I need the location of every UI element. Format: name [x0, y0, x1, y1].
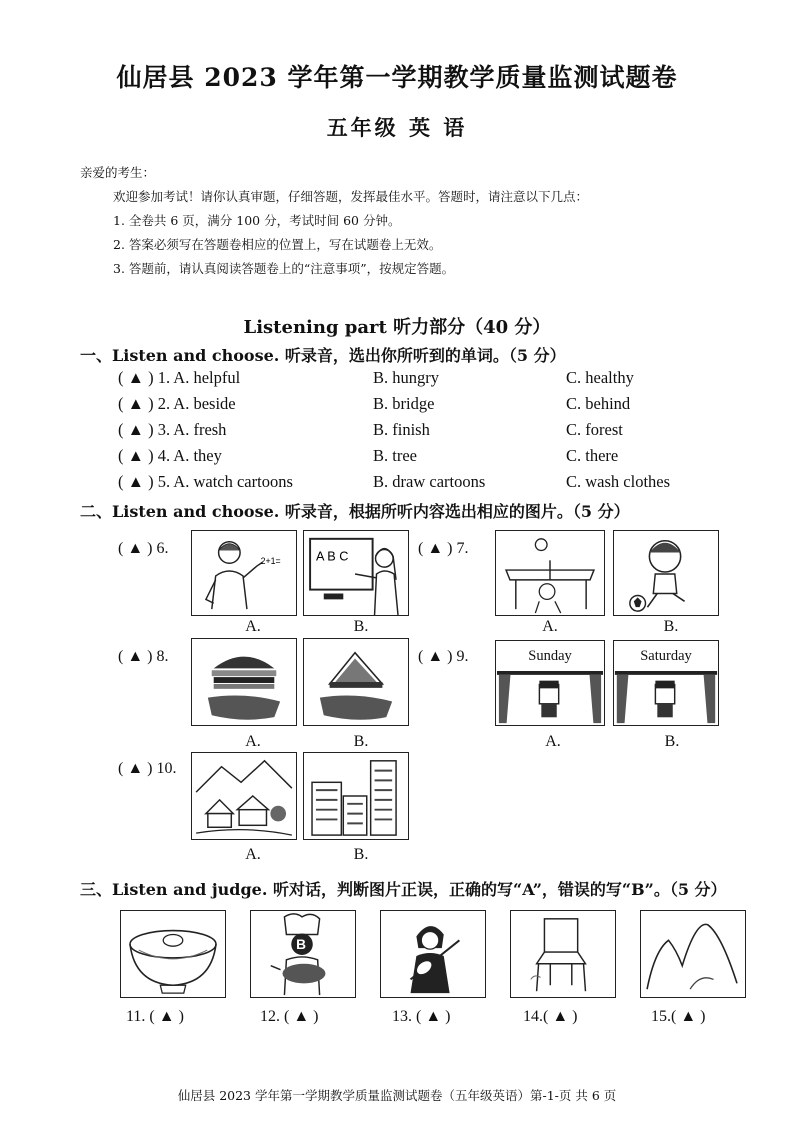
q11-label: 11. ( ▲ ): [126, 1008, 184, 1025]
q1-option-b: B. hungry: [373, 368, 439, 387]
q14-label: 14.( ▲ ): [523, 1008, 578, 1025]
village-icon: [192, 753, 296, 839]
q10-number: ( ▲ ) 10.: [118, 760, 177, 777]
q6-number: ( ▲ ) 6.: [118, 540, 169, 557]
q8-caption-b: B.: [353, 733, 369, 750]
q8-number: ( ▲ ) 8.: [118, 648, 169, 665]
sandwich-icon: [304, 639, 408, 725]
q6-picture-a: [191, 530, 297, 616]
abc-board-text: A B C: [315, 549, 349, 564]
ping-pong-icon: [496, 531, 604, 615]
sunday-label: Sunday: [528, 648, 572, 664]
q6-caption-a: A.: [245, 618, 261, 635]
q4-option-a: ( ▲ ) 4. A. they: [118, 446, 222, 465]
mountains-icon: [641, 911, 745, 997]
chef-icon: [251, 911, 355, 997]
q3-option-a: ( ▲ ) 3. A. fresh: [118, 420, 227, 439]
q15-label: 15.( ▲ ): [651, 1008, 706, 1025]
saturday-label: Saturday: [640, 648, 692, 664]
q3-option-c: C. forest: [566, 420, 623, 439]
q12-picture: [250, 910, 356, 998]
hamburger-icon: [192, 639, 296, 725]
q7-caption-a: A.: [542, 618, 558, 635]
violin-girl-icon: [381, 911, 485, 997]
q9-picture-a: [495, 640, 605, 726]
q10-caption-a: A.: [245, 846, 261, 863]
q13-picture: [380, 910, 486, 998]
football-boy-icon: [614, 531, 718, 615]
q8-caption-a: A.: [245, 733, 261, 750]
notice-greeting: 亲爱的考生：: [80, 165, 156, 180]
q9-caption-a: A.: [545, 733, 561, 750]
q9-picture-b: [613, 640, 719, 726]
q12-label: 12. ( ▲ ): [260, 1008, 319, 1025]
rice-bowl-icon: [121, 911, 225, 997]
teacher-english-icon: [304, 531, 408, 615]
teacher-math-icon: [192, 531, 296, 615]
q10-picture-a: [191, 752, 297, 840]
page-footer: 仙居县 2023 学年第一学期教学质量监测试题卷（五年级英语）第-1-页 共 6 页: [177, 1088, 617, 1103]
q13-label: 13. ( ▲ ): [392, 1008, 451, 1025]
math-board-text: 2+1=: [260, 556, 281, 567]
part3-heading: 三、Listen and judge. 听对话，判断图片正误，正确的写“A”，错误的写“B”。（5 分）: [80, 880, 727, 899]
q1-option-a: ( ▲ ) 1. A. helpful: [118, 368, 241, 387]
q7-picture-a: [495, 530, 605, 616]
q6-picture-b: [303, 530, 409, 616]
q9-caption-b: B.: [664, 733, 680, 750]
q5-option-c: C. wash clothes: [566, 472, 671, 491]
notice-item-1: 1. 全卷共 6 页，满分 100 分，考试时间 60 分钟。: [113, 213, 401, 228]
q11-picture: [120, 910, 226, 998]
q2-option-b: B. bridge: [373, 394, 435, 413]
q7-picture-b: [613, 530, 719, 616]
listening-part-title: Listening part 听力部分（40 分）: [243, 317, 551, 338]
q10-picture-b: [303, 752, 409, 840]
stage-boy-icon: [614, 671, 718, 725]
exam-subtitle: 五年级 英 语: [326, 115, 468, 140]
q4-option-b: B. tree: [373, 446, 417, 465]
notice-item-2: 2. 答案必须写在答题卷相应的位置上，写在试题卷上无效。: [113, 237, 442, 252]
part2-heading: 二、Listen and choose. 听录音，根据所听内容选出相应的图片。（5 分）: [80, 502, 630, 521]
part1-heading: 一、Listen and choose. 听录音，选出你所听到的单词。（5 分）: [80, 346, 566, 365]
q4-option-c: C. there: [566, 446, 619, 465]
q8-picture-a: [191, 638, 297, 726]
chef-letter: B: [296, 937, 307, 953]
exam-title: 仙居县 2023 学年第一学期教学质量监测试题卷: [116, 63, 678, 92]
q2-option-c: C. behind: [566, 394, 631, 413]
q7-caption-b: B.: [663, 618, 679, 635]
q6-caption-b: B.: [353, 618, 369, 635]
notice-intro: 欢迎参加考试！请你认真审题，仔细答题，发挥最佳水平。答题时，请注意以下几点：: [113, 189, 589, 204]
q5-option-b: B. draw cartoons: [373, 472, 486, 491]
q14-picture: [510, 910, 616, 998]
q1-option-c: C. healthy: [566, 368, 634, 387]
q9-number: ( ▲ ) 9.: [418, 648, 469, 665]
stage-boy-icon: [496, 671, 604, 725]
chair-icon: [511, 911, 615, 997]
q15-picture: [640, 910, 746, 998]
q7-number: ( ▲ ) 7.: [418, 540, 469, 557]
notice-item-3: 3. 答题前，请认真阅读答题卷上的“注意事项”，按规定答题。: [113, 261, 455, 276]
q10-caption-b: B.: [353, 846, 369, 863]
q3-option-b: B. finish: [373, 420, 430, 439]
q8-picture-b: [303, 638, 409, 726]
q5-option-a: ( ▲ ) 5. A. watch cartoons: [118, 472, 293, 491]
city-buildings-icon: [304, 753, 408, 839]
q2-option-a: ( ▲ ) 2. A. beside: [118, 394, 236, 413]
